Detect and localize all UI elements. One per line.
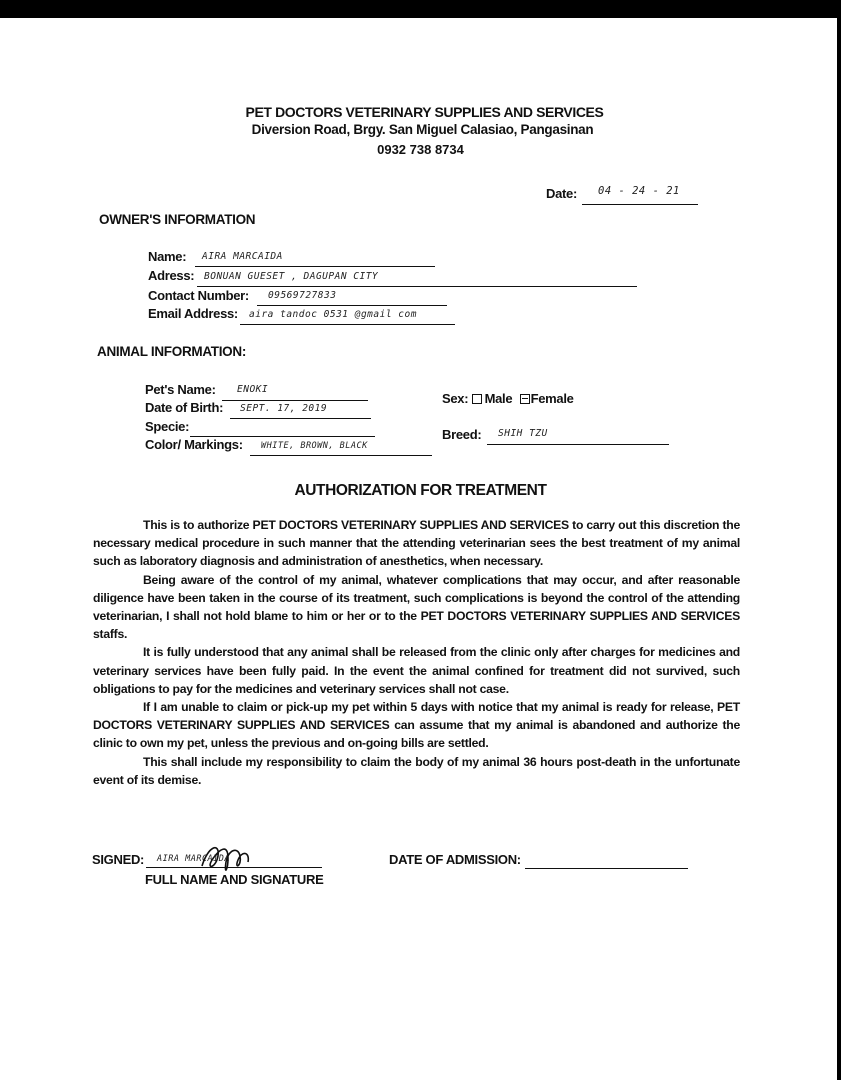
- clinic-phone: 0932 738 8734: [377, 142, 464, 157]
- animal-heading: ANIMAL INFORMATION:: [97, 344, 247, 359]
- authorization-paragraph: This is to authorize PET DOCTORS VETERINARY SUPPLIES AND SERVICES to carry out this discretion the necessary medical procedure in such manner that the attending veterinarian sees the best treatment of my animal such as laboratory diagnosis and administration of anesthetics, when necessary.: [93, 518, 740, 569]
- authorization-body: [93, 516, 740, 789]
- owner-contact-label: Contact Number:: [148, 288, 249, 303]
- specie-label: Specie:: [145, 419, 190, 434]
- signed-label: SIGNED:: [92, 852, 145, 867]
- signature-caption: FULL NAME AND SIGNATURE: [145, 872, 324, 887]
- scan-border-right: [837, 0, 841, 1080]
- clinic-name: PET DOCTORS VETERINARY SUPPLIES AND SERVICES: [245, 104, 604, 120]
- admission-underline: [525, 868, 688, 869]
- color-underline: [250, 455, 432, 456]
- breed-label: Breed:: [442, 427, 482, 442]
- pet-name-underline: [222, 400, 368, 401]
- color-label: Color/ Markings:: [145, 437, 243, 452]
- sex-label: Sex:: [442, 391, 469, 406]
- sex-field: [442, 391, 574, 406]
- owner-name-underline: [195, 266, 435, 267]
- owner-address-value: BONUAN GUESET , DAGUPAN CITY: [204, 271, 379, 282]
- authorization-paragraph: It is fully understood that any animal shall be released from the clinic only after charges for medicines and veterinary services have been fully paid. In the event the animal confined for treatment did not survived, such obligations to pay for the medicines and veterinary services shall not case.: [93, 645, 740, 696]
- pet-name-value: ENOKI: [237, 384, 269, 395]
- admission-label: DATE OF ADMISSION:: [389, 852, 521, 867]
- date-label: Date:: [546, 186, 578, 201]
- date-value: 04 - 24 - 21: [598, 185, 680, 197]
- owner-address-label: Adress:: [148, 268, 195, 283]
- clinic-address: Diversion Road, Brgy. San Miguel Calasiao, Pangasinan: [251, 122, 594, 137]
- pet-name-label: Pet's Name:: [145, 382, 216, 397]
- owner-contact-value: 09569727833: [268, 290, 337, 301]
- scan-border-top: [0, 0, 841, 18]
- owner-heading: OWNER'S INFORMATION: [99, 212, 256, 227]
- authorization-paragraph: This shall include my responsibility to claim the body of my animal 36 hours post-death in the unfortunate event of its demise.: [93, 754, 740, 787]
- dob-label: Date of Birth:: [145, 400, 224, 415]
- sex-male-label: Male: [484, 391, 513, 406]
- authorization-title: AUTHORIZATION FOR TREATMENT: [294, 482, 547, 499]
- authorization-paragraph: Being aware of the control of my animal, whatever complications that may occur, and after reasonable diligence have been taken in the course of its treatment, such complications is beyond the control of the attending veterinarian, I shall not hold blame to him or her or to the PET DOCTORS VETERINARY SUPPLIES AND SERVICES staffs.: [93, 572, 740, 642]
- authorization-paragraph: If I am unable to claim or pick-up my pet within 5 days with notice that my animal is ready for release, PET DOCTORS VETERINARY SUPPLIES AND SERVICES can assume that my animal is abandoned and authorize the clinic to own my pet, unless the previous and on-going bills are settled.: [93, 700, 740, 751]
- owner-name-label: Name:: [148, 249, 187, 264]
- breed-value: SHIH TZU: [498, 428, 548, 439]
- dob-value: SEPT. 17, 2019: [240, 403, 328, 414]
- breed-underline: [487, 444, 669, 445]
- owner-address-underline: [197, 286, 637, 287]
- owner-name-value: AIRA MARCAIDA: [202, 251, 283, 262]
- sex-male-checkbox[interactable]: [472, 394, 482, 404]
- signed-underline: [146, 867, 322, 868]
- color-value: WHITE, BROWN, BLACK: [261, 441, 368, 451]
- sex-female-checkbox[interactable]: [520, 394, 530, 404]
- owner-email-label: Email Address:: [148, 306, 238, 321]
- owner-email-value: aira tandoc 0531 @gmail com: [249, 309, 417, 320]
- sex-female-label: Female: [530, 391, 574, 406]
- owner-email-underline: [240, 324, 455, 325]
- signed-value: AIRA MARCAIDA: [157, 854, 231, 864]
- dob-underline: [230, 418, 371, 419]
- date-underline: [582, 204, 698, 205]
- owner-contact-underline: [257, 305, 447, 306]
